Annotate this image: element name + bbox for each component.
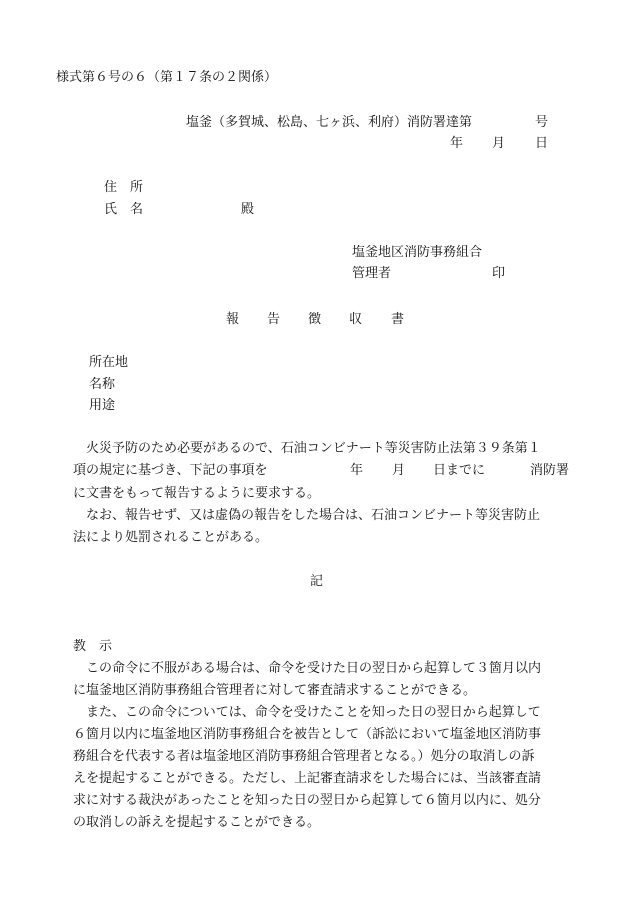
subject-name-label: 名称 xyxy=(89,377,116,392)
body-para1-until: 日までに xyxy=(433,463,486,478)
issuer-authority: 塩釜（多賀城、松島、七ヶ浜、利府）消防署達第 xyxy=(186,115,473,130)
notice-line-2: に塩釜地区消防事務組合管理者に対して審査請求することができる。 xyxy=(73,683,477,698)
body-para2-line1: なお、報告せず、又は虚偽の報告をした場合は、石油コンビナート等災害防止 xyxy=(73,508,540,523)
notice-line-8: の取消しの訴えを提起することができる。 xyxy=(73,815,321,830)
notice-line-5: 務組合を代表する者は塩釜地区消防事務組合管理者となる。）処分の取消しの訴 xyxy=(73,749,535,764)
notice-line-1: この命令に不服がある場合は、命令を受けた日の翌日から起算して３箇月以内 xyxy=(73,661,542,676)
ki-heading: 記 xyxy=(310,574,324,589)
body-para2-line2: 法により処罰されることがある。 xyxy=(73,530,269,545)
sender-organization: 塩釜地区消防事務組合 xyxy=(352,245,483,260)
subject-location-label: 所在地 xyxy=(89,355,129,370)
form-number-header: 様式第６号の６（第１７条の２関係） xyxy=(56,70,278,85)
date-day: 日 xyxy=(535,136,549,151)
date-month: 月 xyxy=(492,136,506,151)
body-para1-line1: 火災予防のため必要があるので、石油コンビナート等災害防止法第３９条第１ xyxy=(73,441,541,456)
notice-line-7: 求に対する裁決があったことを知った日の翌日から起算して６箇月以内に、処分 xyxy=(73,793,541,808)
body-para1-month: 月 xyxy=(392,463,406,478)
body-para1-office: 消防署 xyxy=(530,463,570,478)
notice-line-3: また、この命令については、命令を受けたことを知った日の翌日から起算して xyxy=(73,705,541,720)
date-year: 年 xyxy=(450,136,464,151)
sender-title: 管理者 xyxy=(352,266,392,281)
title-char-1: 報 xyxy=(226,312,240,327)
sender-seal: 印 xyxy=(492,266,506,281)
issuer-number-suffix: 号 xyxy=(535,115,549,130)
title-char-5: 書 xyxy=(391,312,405,327)
title-char-3: 徴 xyxy=(308,312,322,327)
recipient-address-label: 住 所 xyxy=(104,180,144,195)
title-char-2: 告 xyxy=(267,312,281,327)
notice-heading: 教 示 xyxy=(73,639,113,654)
subject-usage-label: 用途 xyxy=(89,398,116,413)
notice-line-6: えを提起することができる。ただし、上記審査請求をした場合には、当該審査請 xyxy=(73,771,542,786)
body-para1-year: 年 xyxy=(350,463,364,478)
title-char-4: 収 xyxy=(349,312,363,327)
recipient-honorific: 殿 xyxy=(241,202,255,217)
notice-line-4: ６箇月以内に塩釜地区消防事務組合を被告として（訴訟において塩釜地区消防事 xyxy=(73,727,542,742)
body-para1-line3: に文書をもって報告するように要求する。 xyxy=(73,486,321,501)
body-para1-line2: 項の規定に基づき、下記の事項を xyxy=(73,463,268,478)
recipient-name-label: 氏 名 xyxy=(104,202,144,217)
